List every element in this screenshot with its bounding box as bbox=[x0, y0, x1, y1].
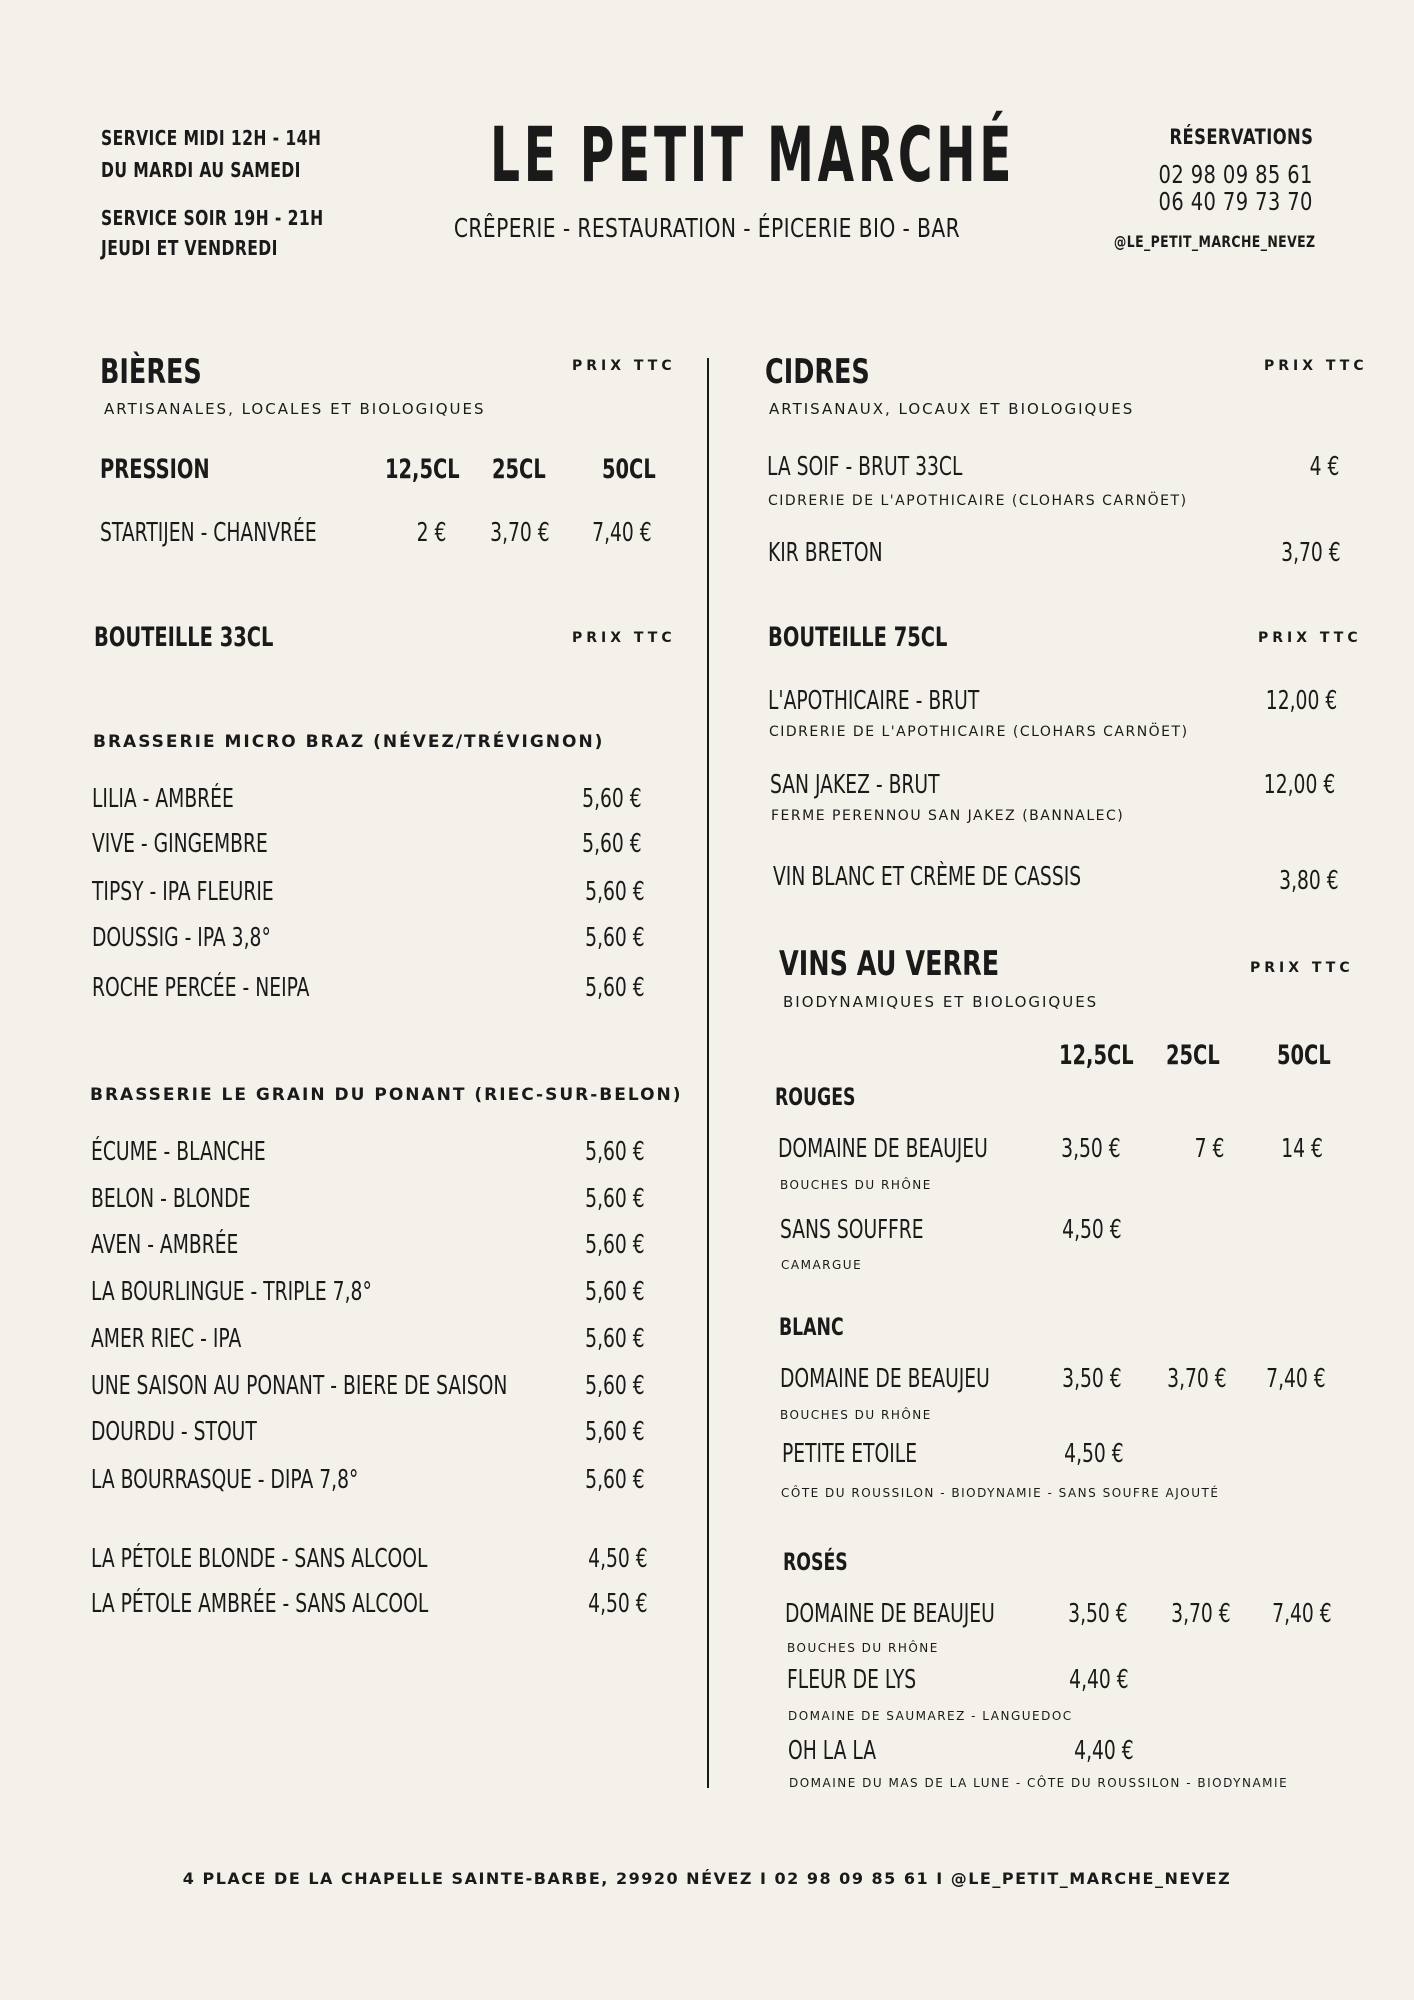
pression-label: PRESSION bbox=[100, 454, 210, 485]
rose-beaujeu-p1: 3,50 € bbox=[1068, 1599, 1128, 1629]
phone-number-2: 06 40 79 73 70 bbox=[1158, 187, 1313, 216]
vins-prix-ttc: PRIX TTC bbox=[1250, 960, 1354, 976]
list-item: VIVE - GINGEMBRE bbox=[92, 829, 268, 859]
pression-item-name: STARTIJEN - CHANVRÉE bbox=[100, 518, 317, 548]
blanc-label: BLANC bbox=[779, 1313, 844, 1341]
vins-size-1: 12,5CL bbox=[1059, 1040, 1134, 1071]
blanc-beaujeu-note: BOUCHES DU RHÔNE bbox=[780, 1408, 932, 1422]
list-item-price: 5,60 € bbox=[585, 1277, 645, 1307]
list-item-price: 5,60 € bbox=[585, 1184, 645, 1214]
list-item-price: 4,50 € bbox=[588, 1544, 648, 1574]
blanc-beaujeu-p2: 3,70 € bbox=[1167, 1364, 1227, 1394]
rouge-sans-souffre-p1: 4,50 € bbox=[1062, 1215, 1122, 1245]
apothicaire-name: L'APOTHICAIRE - BRUT bbox=[768, 686, 980, 716]
pression-price-1: 2 € bbox=[416, 518, 446, 548]
san-jakez-note: FERME PERENNOU SAN JAKEZ (BANNALEC) bbox=[771, 808, 1125, 824]
rouge-beaujeu-p3: 14 € bbox=[1281, 1134, 1323, 1164]
pression-size-1: 12,5CL bbox=[385, 454, 460, 485]
blanc-petite-etoile-p1: 4,50 € bbox=[1064, 1439, 1124, 1469]
list-item-price: 4,50 € bbox=[588, 1589, 648, 1619]
brasserie-micro-braz: BRASSERIE MICRO BRAZ (NÉVEZ/TRÉVIGNON) bbox=[93, 732, 605, 752]
apothicaire-note: CIDRERIE DE L'APOTHICAIRE (CLOHARS CARNÖET) bbox=[769, 724, 1189, 740]
la-soif-price: 4 € bbox=[1309, 452, 1339, 482]
list-item-price: 5,60 € bbox=[585, 1230, 645, 1260]
page-title: LE PETIT MARCHÉ bbox=[490, 110, 1016, 199]
blanc-beaujeu-p1: 3,50 € bbox=[1062, 1364, 1122, 1394]
roses-label: ROSÉS bbox=[783, 1548, 848, 1576]
phone-number-1: 02 98 09 85 61 bbox=[1158, 160, 1313, 189]
san-jakez-price: 12,00 € bbox=[1263, 770, 1335, 800]
page-subtitle: CRÊPERIE - RESTAURATION - ÉPICERIE BIO - BAR bbox=[453, 214, 961, 244]
list-item: AVEN - AMBRÉE bbox=[91, 1230, 239, 1260]
list-item: LA BOURLINGUE - TRIPLE 7,8° bbox=[91, 1277, 372, 1307]
rose-fleur-de-lys-name: FLEUR DE LYS bbox=[787, 1665, 917, 1695]
blanc-petite-etoile-name: PETITE ETOILE bbox=[782, 1439, 918, 1469]
service-soir-days: JEUDI ET VENDREDI bbox=[101, 236, 278, 260]
pression-size-2: 25CL bbox=[492, 454, 546, 485]
vin-blanc-cassis-name: VIN BLANC ET CRÈME DE CASSIS bbox=[773, 862, 1082, 892]
rose-fleur-de-lys-p1: 4,40 € bbox=[1069, 1665, 1129, 1695]
list-item: ROCHE PERCÉE - NEIPA bbox=[92, 973, 310, 1003]
rouge-sans-souffre-name: SANS SOUFFRE bbox=[780, 1215, 924, 1245]
kir-breton-name: KIR BRETON bbox=[768, 538, 883, 568]
instagram-handle: @LE_PETIT_MARCHE_NEVEZ bbox=[1113, 232, 1315, 251]
cidres-subtitle: ARTISANAUX, LOCAUX ET BIOLOGIQUES bbox=[769, 400, 1135, 418]
blanc-petite-etoile-note: CÔTE DU ROUSSILON - BIODYNAMIE - SANS SOUFRE AJOUTÉ bbox=[781, 1486, 1220, 1500]
rouge-beaujeu-note: BOUCHES DU RHÔNE bbox=[780, 1178, 932, 1192]
bouteille-75-prix-ttc: PRIX TTC bbox=[1258, 630, 1362, 646]
list-item: BELON - BLONDE bbox=[91, 1184, 251, 1214]
la-soif-name: LA SOIF - BRUT 33CL bbox=[767, 452, 963, 482]
rouges-label: ROUGES bbox=[775, 1083, 856, 1111]
blanc-beaujeu-name: DOMAINE DE BEAUJEU bbox=[780, 1364, 990, 1394]
list-item-price: 5,60 € bbox=[582, 829, 642, 859]
list-item-price: 5,60 € bbox=[585, 1417, 645, 1447]
brasserie-grain-du-ponant: BRASSERIE LE GRAIN DU PONANT (RIEC-SUR-BELON) bbox=[90, 1085, 683, 1105]
list-item: ÉCUME - BLANCHE bbox=[91, 1137, 266, 1167]
rouge-sans-souffre-note: CAMARGUE bbox=[781, 1258, 863, 1272]
bieres-subtitle: ARTISANALES, LOCALES ET BIOLOGIQUES bbox=[104, 400, 486, 418]
rose-oh-la-la-note: DOMAINE DU MAS DE LA LUNE - CÔTE DU ROUSSILON - BIODYNAMIE bbox=[789, 1776, 1289, 1790]
service-soir-hours: SERVICE SOIR 19H - 21H bbox=[101, 206, 324, 230]
service-midi-days: DU MARDI AU SAMEDI bbox=[101, 158, 301, 182]
vins-subtitle: BIODYNAMIQUES ET BIOLOGIQUES bbox=[783, 993, 1099, 1011]
rose-fleur-de-lys-note: DOMAINE DE SAUMAREZ - LANGUEDOC bbox=[788, 1709, 1073, 1723]
list-item-price: 5,60 € bbox=[585, 1465, 645, 1495]
blanc-beaujeu-p3: 7,40 € bbox=[1266, 1364, 1326, 1394]
list-item: DOUSSIG - IPA 3,8° bbox=[92, 923, 271, 953]
list-item: DOURDU - STOUT bbox=[91, 1417, 257, 1447]
vins-size-3: 50CL bbox=[1277, 1040, 1331, 1071]
list-item-price: 5,60 € bbox=[585, 877, 645, 907]
kir-breton-price: 3,70 € bbox=[1281, 538, 1341, 568]
rose-beaujeu-name: DOMAINE DE BEAUJEU bbox=[785, 1599, 995, 1629]
bieres-title: BIÈRES bbox=[100, 352, 202, 392]
bouteille-75-label: BOUTEILLE 75CL bbox=[768, 622, 948, 653]
pression-price-3: 7,40 € bbox=[592, 518, 652, 548]
rose-oh-la-la-name: OH LA LA bbox=[788, 1736, 877, 1766]
list-item: UNE SAISON AU PONANT - BIERE DE SAISON bbox=[91, 1371, 508, 1401]
rose-oh-la-la-p1: 4,40 € bbox=[1074, 1736, 1134, 1766]
list-item-price: 5,60 € bbox=[585, 973, 645, 1003]
list-item-price: 5,60 € bbox=[585, 923, 645, 953]
service-midi-hours: SERVICE MIDI 12H - 14H bbox=[101, 126, 322, 150]
rouge-beaujeu-p2: 7 € bbox=[1194, 1134, 1224, 1164]
list-item: TIPSY - IPA FLEURIE bbox=[92, 877, 274, 907]
rose-beaujeu-note: BOUCHES DU RHÔNE bbox=[787, 1641, 939, 1655]
footer-address: 4 PLACE DE LA CHAPELLE SAINTE-BARBE, 29920 NÉVEZ I 02 98 09 85 61 I @LE_PETIT_MARCHE_NEVEZ bbox=[182, 1869, 1232, 1888]
vins-title: VINS AU VERRE bbox=[779, 944, 1000, 984]
vin-blanc-cassis-price: 3,80 € bbox=[1279, 866, 1339, 896]
list-item-price: 5,60 € bbox=[585, 1324, 645, 1354]
pression-price-2: 3,70 € bbox=[490, 518, 550, 548]
column-divider bbox=[707, 358, 709, 1788]
cidres-title: CIDRES bbox=[765, 352, 870, 392]
rouge-beaujeu-name: DOMAINE DE BEAUJEU bbox=[778, 1134, 988, 1164]
list-item-price: 5,60 € bbox=[582, 784, 642, 814]
vins-size-2: 25CL bbox=[1166, 1040, 1220, 1071]
list-item-price: 5,60 € bbox=[585, 1371, 645, 1401]
rose-beaujeu-p2: 3,70 € bbox=[1171, 1599, 1231, 1629]
la-soif-note: CIDRERIE DE L'APOTHICAIRE (CLOHARS CARNÖET) bbox=[768, 493, 1188, 509]
list-item: LA PÉTOLE AMBRÉE - SANS ALCOOL bbox=[91, 1589, 429, 1619]
list-item-price: 5,60 € bbox=[585, 1137, 645, 1167]
apothicaire-price: 12,00 € bbox=[1265, 686, 1337, 716]
bouteille-33-prix-ttc: PRIX TTC bbox=[572, 630, 676, 646]
list-item: AMER RIEC - IPA bbox=[91, 1324, 242, 1354]
rouge-beaujeu-p1: 3,50 € bbox=[1061, 1134, 1121, 1164]
list-item: LILIA - AMBRÉE bbox=[92, 784, 234, 814]
list-item: LA BOURRASQUE - DIPA 7,8° bbox=[91, 1465, 359, 1495]
cidres-prix-ttc: PRIX TTC bbox=[1264, 358, 1368, 374]
pression-size-3: 50CL bbox=[602, 454, 656, 485]
rose-beaujeu-p3: 7,40 € bbox=[1272, 1599, 1332, 1629]
bouteille-33-label: BOUTEILLE 33CL bbox=[94, 622, 274, 653]
list-item: LA PÉTOLE BLONDE - SANS ALCOOL bbox=[91, 1544, 428, 1574]
reservations-label: RÉSERVATIONS bbox=[1169, 125, 1313, 149]
bieres-prix-ttc: PRIX TTC bbox=[572, 358, 676, 374]
san-jakez-name: SAN JAKEZ - BRUT bbox=[770, 770, 940, 800]
